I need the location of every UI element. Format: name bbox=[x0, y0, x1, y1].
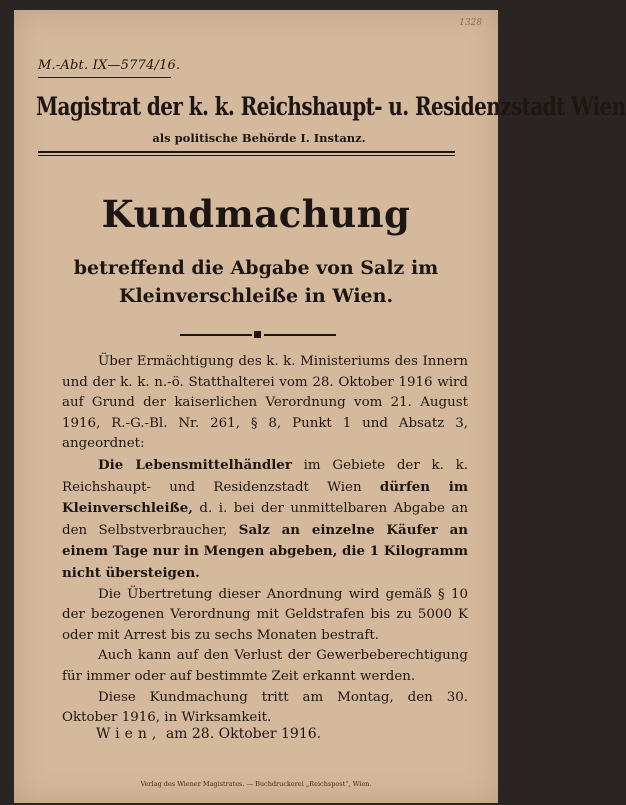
paragraph-penalty: Die Übertretung dieser Anordnung wird gemäß § 10 der bezogenen Verordnung mit Geldstrafen bis zu 5000 K oder mit Arrest bis zu sechs Monaten bestraft. bbox=[62, 586, 468, 643]
body-text bbox=[62, 352, 468, 729]
document-title: Kundmachung bbox=[101, 192, 411, 236]
paragraph-license: Auch kann auf den Verlust der Gewerbeberechtigung für immer oder auf bestimmte Zeit erkannt werden. bbox=[62, 648, 468, 684]
order-definition: d. i. bei der unmittelbaren Abgabe an den Selbstverbraucher, bbox=[62, 501, 468, 538]
place: Wien, bbox=[96, 726, 162, 742]
order-scope: dürfen im Kleinverschleiße, bbox=[62, 478, 468, 517]
authority-heading: Magistrat der k. k. Reichshaupt- u. Residenzstadt Wien bbox=[36, 91, 626, 121]
poster-sheet bbox=[14, 10, 626, 803]
archive-number: 1328 bbox=[459, 18, 482, 28]
paragraph-order bbox=[62, 455, 468, 585]
paragraph-authorization: Über Ermächtigung des k. k. Ministeriums des Innern und der k. k. n.-ö. Statthalterei vom 28. Oktober 1916 wird auf Grund der kaiserlichen Verordnung vom 21. August 1916, R.-G.-Bl. Nr. 261, § 8, Punkt 1 und Absatz 3, angeordnet: bbox=[62, 354, 468, 452]
reference-underline bbox=[38, 77, 171, 78]
ornament-center-square bbox=[254, 331, 261, 338]
order-subject: Die Lebensmittelhändler bbox=[98, 456, 292, 473]
paragraph-effective: Diese Kundmachung tritt am Montag, den 30. Oktober 1916, in Wirksamkeit. bbox=[62, 689, 468, 726]
order-limit: Salz an einzelne Käufer an einem Tage nur in Mengen abgeben, die 1 Kilogramm nicht übersteigen. bbox=[62, 521, 468, 581]
reference-number: M.-Abt. IX—5774/16. bbox=[38, 58, 181, 73]
subtitle-line-1: betreffend die Abgabe von Salz im bbox=[73, 257, 439, 279]
printer-imprint: Verlag des Wiener Magistrates. — Buchdruckerei „Reichspost“, Wien. bbox=[140, 780, 372, 788]
document-subtitle bbox=[28, 254, 484, 310]
place-and-date bbox=[96, 726, 321, 742]
ornament-line-left bbox=[180, 334, 252, 336]
header-rule-thin bbox=[38, 155, 455, 156]
subtitle-line-2: Kleinverschleiße in Wien. bbox=[118, 285, 394, 307]
order-area: im Gebiete der k. k. Reichshaupt- und Residenzstadt Wien bbox=[62, 457, 468, 495]
authority-subheading: als politische Behörde I. Instanz. bbox=[152, 131, 366, 145]
date: am 28. Oktober 1916. bbox=[165, 726, 322, 742]
ornament-line-right bbox=[264, 334, 336, 336]
header-rule-thick bbox=[38, 151, 455, 153]
